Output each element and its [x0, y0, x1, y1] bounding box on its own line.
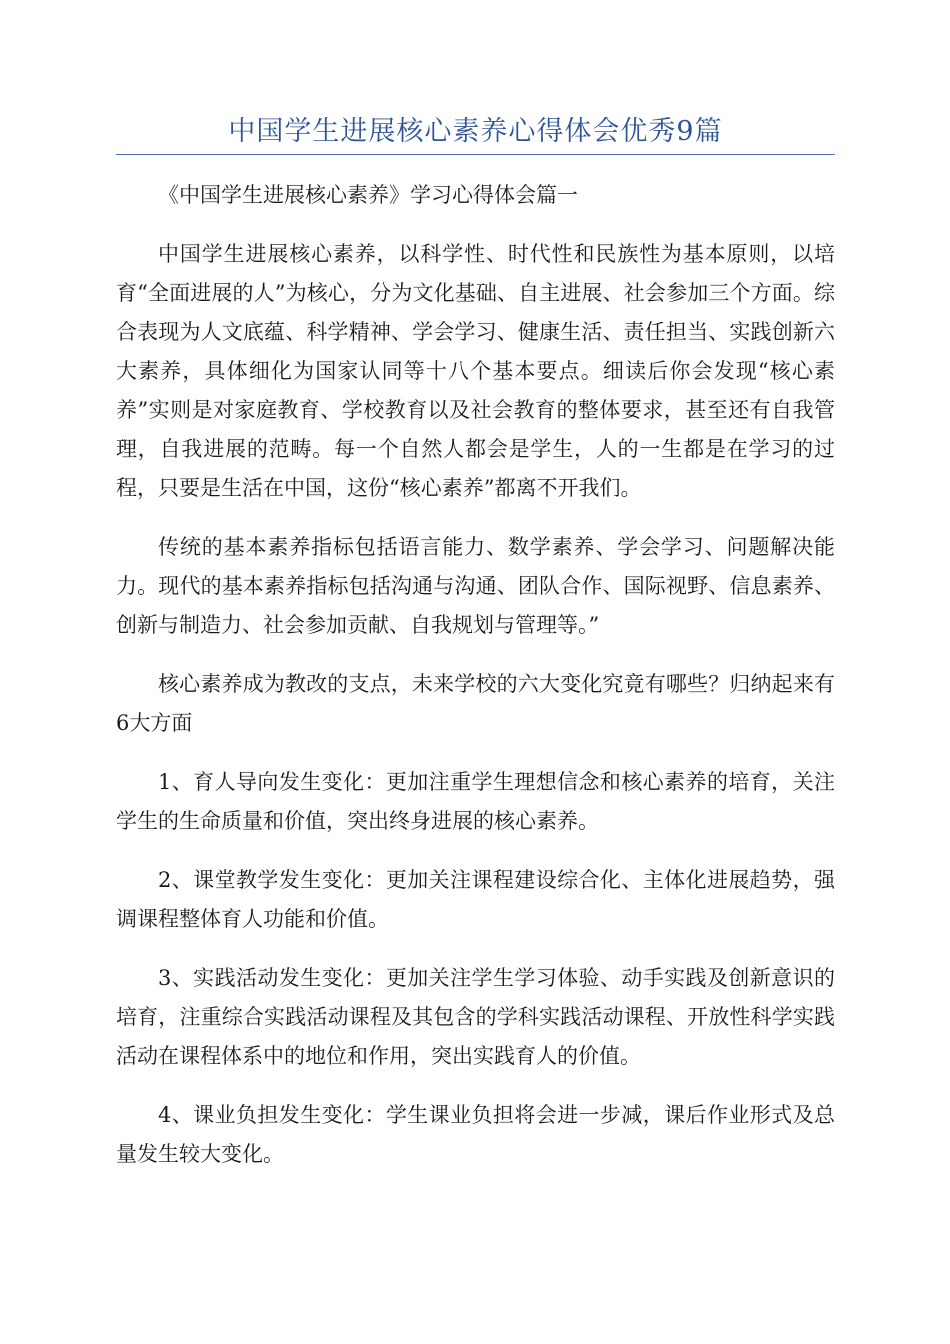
paragraph-six-changes: 核心素养成为教改的支点，未来学校的六大变化究竟有哪些？归纳起来有6大方面	[116, 672, 835, 735]
document-body	[116, 176, 835, 1194]
list-item-4: 4、课业负担发生变化：学生课业负担将会进一步减，课后作业形式及总量发生较大变化。	[116, 1103, 835, 1166]
section-heading: 《中国学生进展核心素养》学习心得体会篇一	[158, 183, 578, 207]
paragraph-traditional-literacy: 传统的基本素养指标包括语言能力、数学素养、学会学习、问题解决能力。现代的基本素养指标包括沟通与沟通、团队合作、国际视野、信息素养、创新与制造力、社会参加贡献、自我规划与管理等。”	[116, 535, 835, 637]
list-item-1: 1、育人导向发生变化：更加注重学生理想信念和核心素养的培育，关注学生的生命质量和价值，突出终身进展的核心素养。	[116, 770, 835, 833]
list-item-3: 3、实践活动发生变化：更加关注学生学习体验、动手实践及创新意识的培育，注重综合实践活动课程及其包含的学科实践活动课程、开放性科学实践活动在课程体系中的地位和作用，突出实践育人的价值。	[116, 966, 835, 1068]
title-underline	[116, 154, 835, 155]
list-item-2: 2、课堂教学发生变化：更加关注课程建设综合化、主体化进展趋势，强调课程整体育人功能和价值。	[116, 868, 835, 931]
document-title: 中国学生进展核心素养心得体会优秀9篇	[228, 116, 723, 147]
paragraph-intro: 中国学生进展核心素养，以科学性、时代性和民族性为基本原则，以培育“全面进展的人”为核心，分为文化基础、自主进展、社会参加三个方面。综合表现为人文底蕴、科学精神、学会学习、健康生活、责任担当、实践创新六大素养，具体细化为国家认同等十八个基本要点。细读后你会发现“核心素养”实则是对家庭教育、学校教育以及社会教育的整体要求，甚至还有自我管理，自我进展的范畴。每一个自然人都会是学生，人的一生都是在学习的过程，只要是生活在中国，这份“核心素养”都离不开我们。	[116, 242, 835, 500]
